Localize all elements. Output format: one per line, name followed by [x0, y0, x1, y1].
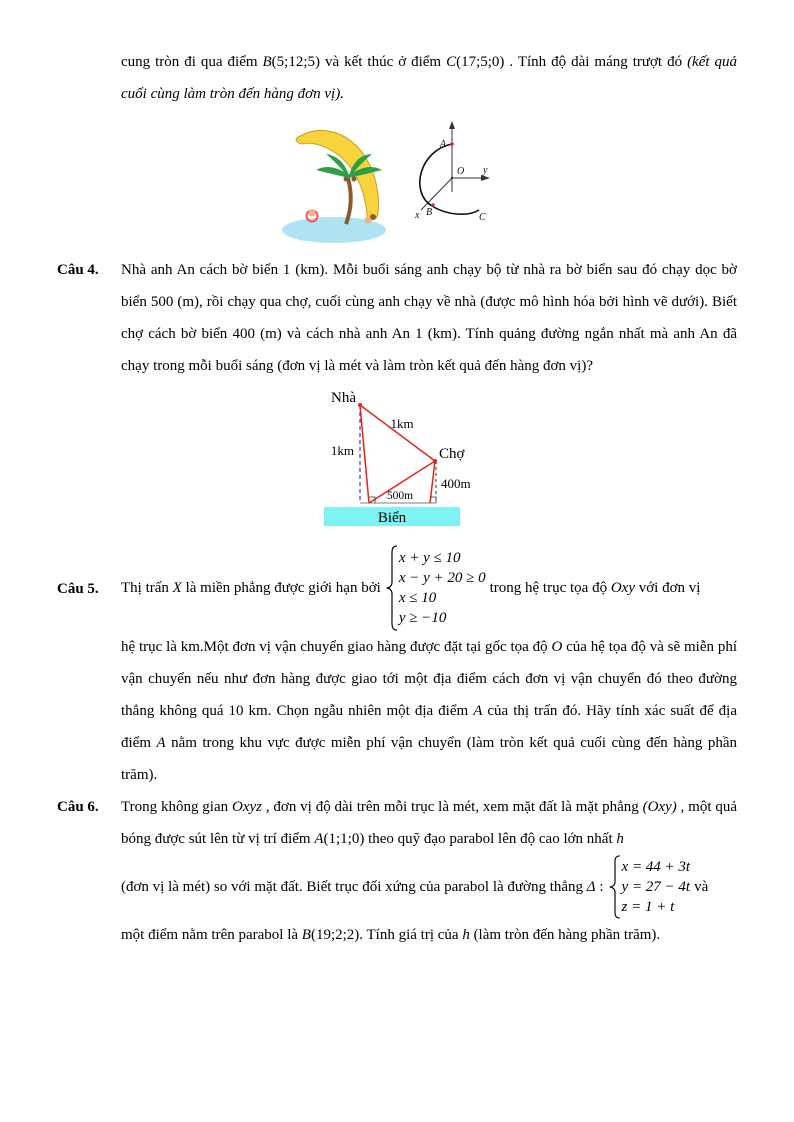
question-6-system	[608, 855, 691, 919]
market-distance-label: 400m	[441, 476, 471, 491]
question-5-system-lines: x + y ≤ 10 x − y + 20 ≥ 0 x ≤ 10 y ≥ −10	[398, 550, 486, 626]
question-6	[57, 791, 737, 951]
intro-paragraph: cung tròn đi qua điểm B(5;12;5) và kết thúc ở điểm C(17;5;0) . Tính độ dài máng trượt đó (kết quả cuối cùng làm tròn đến hàng đơn vị).	[121, 54, 738, 102]
route-figure	[302, 390, 480, 535]
question-4	[57, 254, 737, 382]
question-6-body	[121, 791, 737, 951]
question-5	[57, 545, 737, 791]
question-5-lead-text: Thị trấn X là miền phẳng được giới hạn bởi	[121, 580, 381, 596]
house-label: Nhà	[331, 390, 356, 406]
axis-label-x: x	[415, 210, 420, 221]
question-4-body: Nhà anh An cách bờ biển 1 (km). Mỗi buổi sáng anh chạy bộ từ nhà ra bờ biển sau đó chạy dọc bờ biển 500 (m), rồi chạy qua chợ, cuối cùng anh chạy về nhà (được mô hình hóa bởi hình vẽ dưới). Biết chợ cách bờ biển 400 (m) và cách nhà anh An 1 (km). Tính quảng đường ngắn nhất mà anh An đã chạy trong mỗi buổi sáng (đơn vị là mét và làm tròn kết quả đến hàng đơn vị)?	[121, 262, 737, 374]
slide-arc-curve	[420, 144, 479, 214]
origin-dot	[451, 177, 453, 179]
question-5-continuation: hệ trục là km.Một đơn vị vận chuyển giao hàng được đặt tại gốc tọa độ O của hệ tọa độ và sẽ miễn phí vận chuyển nếu như đơn hàng được giao tới một địa điểm cách đơn vị vận chuyển đó theo đường thẳng không quá 10 km. Chọn ngẫu nhiên một địa điểm A của thị trấn đó. Hãy tính xác suất để địa điểm A nằm trong khu vực được miễn phí vận chuyển (làm tròn kết quả cuối cùng đến hàng phần trăm).	[121, 639, 737, 783]
route-house-beach	[360, 405, 369, 503]
route-house-market	[360, 405, 435, 461]
question-5-system	[385, 545, 486, 631]
question-6-label: Câu 6.	[57, 799, 99, 815]
axis-label-y: y	[483, 165, 488, 176]
swimmer	[365, 217, 372, 224]
system-brace-icon	[385, 545, 399, 631]
z-axis-arrow-icon	[449, 121, 455, 129]
house-dot	[358, 403, 362, 407]
top-distance-label: 1km	[390, 416, 414, 431]
palm-trunk	[346, 178, 351, 224]
question-5-label: Câu 5.	[57, 581, 99, 597]
beach-distance-label: 500m	[386, 490, 414, 502]
axis-label-B: B	[426, 207, 433, 218]
market-dot	[433, 459, 437, 463]
axis-label-C: C	[479, 212, 486, 223]
slide-cartoon	[282, 131, 386, 243]
slide-axes	[420, 121, 490, 214]
axis-label-O: O	[457, 166, 465, 177]
question-6-system-lines: x = 44 + 3t y = 27 − 4t z = 1 + t	[621, 859, 691, 915]
left-distance-label: 1km	[330, 443, 354, 458]
x-axis	[421, 178, 452, 210]
question-5-body	[121, 545, 737, 791]
coconut	[344, 177, 349, 182]
question-5-system-row	[121, 545, 737, 631]
question-6-system-row	[121, 855, 737, 919]
market-label: Chợ	[439, 446, 465, 462]
question-5-after-text: trong hệ trục tọa độ Oxy với đơn vị	[489, 580, 701, 596]
question-6-mid-after-text: và	[694, 879, 709, 895]
question-4-label: Câu 4.	[57, 262, 99, 278]
system-brace-icon	[608, 855, 622, 919]
sea-label: Biển	[377, 510, 407, 526]
question-6-intro: Trong không gian Oxyz , đơn vị độ dài trên mỗi trục là mét, xem mặt đất là mặt phẳng (Oxy) , một quả bóng được sút lên từ vị trí điểm A(1;1;0) theo quỹ đạo parabol lên độ cao lớn nhất h	[121, 799, 737, 847]
question-6-mid-text: (đơn vị là mét) so với mặt đất. Biết trục đối xứng của parabol là đường thẳng Δ :	[121, 879, 604, 895]
coconut	[352, 177, 357, 182]
swimmer	[309, 210, 316, 217]
axis-label-A: A	[439, 139, 446, 150]
question-6-end: một điểm nằm trên parabol là B(19;2;2). Tính giá trị của h (làm tròn đến hàng phần trăm).	[121, 927, 661, 943]
slide-figure	[282, 118, 496, 248]
point-A-dot	[450, 142, 454, 146]
